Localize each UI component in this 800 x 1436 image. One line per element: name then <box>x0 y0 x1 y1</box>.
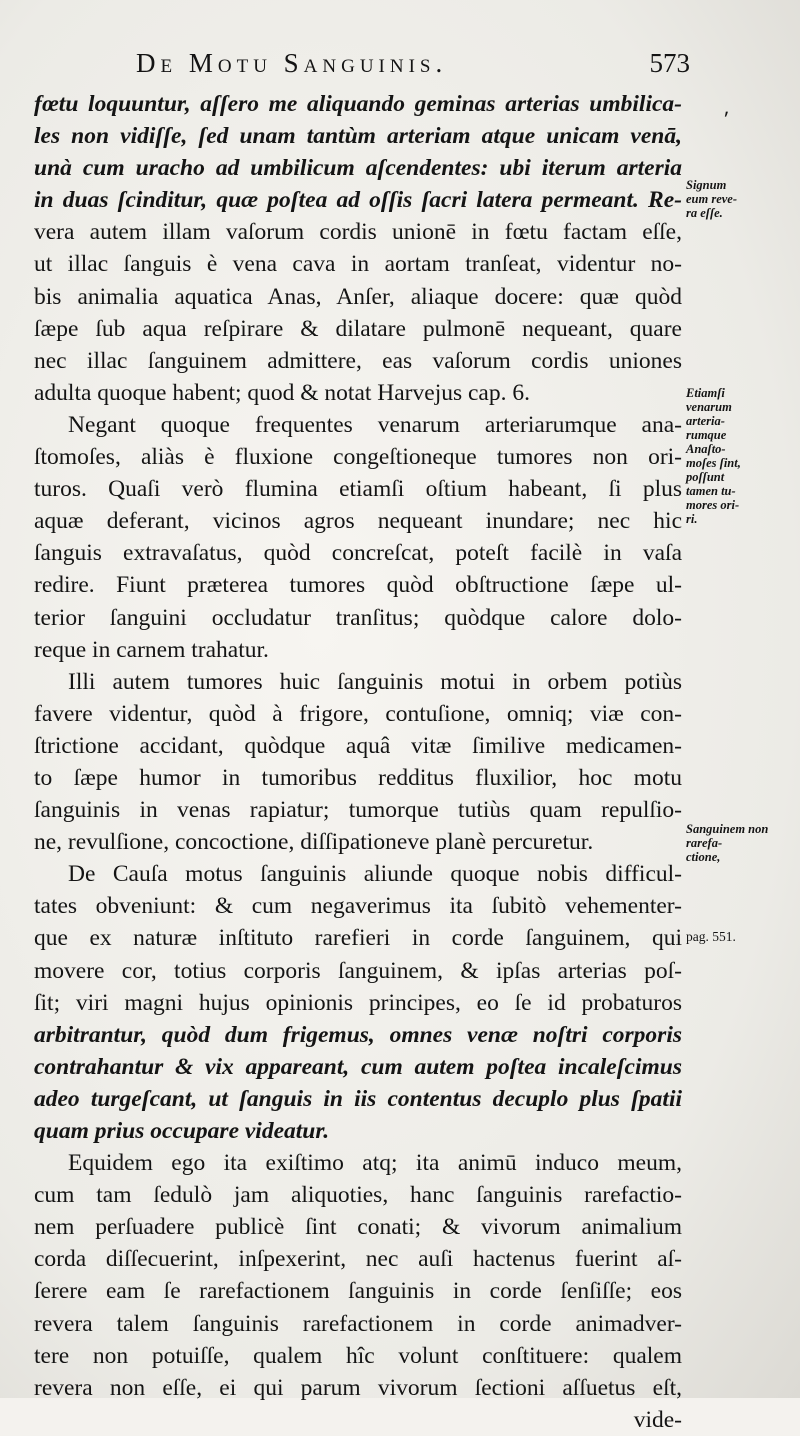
text-line: ſanguinis in venas rapiatur; tumorque tutiùs quam repulſio- <box>34 797 682 824</box>
page-number: 573 <box>649 48 690 78</box>
text-line: turos. Quaſi verò flumina etiamſi oſtium habeant, ſi plus <box>34 476 682 503</box>
text-line: ne, revulſione, concoctione, diſſipationeve planè percuretur. <box>34 829 594 856</box>
text-line: tates obveniunt: & cum negaverimus ita ſubitò vehementer- <box>34 893 682 920</box>
margin-note: Sanguinem non rarefa- ctione, <box>686 822 769 864</box>
text-line: Equidem ego ita exiſtimo atq; ita animū induco meum, <box>68 1150 682 1177</box>
text-line: ſæpe ſub aqua reſpirare & dilatare pulmonē nequeant, quare <box>34 315 682 342</box>
text-line: adulta quoque habent; quod & notat Harvejus cap. 6. <box>34 379 530 406</box>
text-line: movere cor, totius corporis ſanguinem, & ipſas arterias poſ- <box>34 957 682 984</box>
text-line: ut illac ſanguis è vena cava in aortam tranſeat, videntur no- <box>34 251 682 278</box>
text-line: ſit; viri magni hujus opinionis principes, eo ſe id probaturos <box>34 989 682 1016</box>
text-line: quam prius occupare videatur. <box>34 1118 330 1144</box>
text-line: tere non potuiſſe, qualem hîc volunt conſtituere: qualem <box>34 1342 682 1369</box>
text-line: redire. Fiunt præterea tumores quòd obſtructione ſæpe ul- <box>34 572 682 599</box>
text-line: cum tam ſedulò jam aliquoties, hanc ſanguinis rarefactio- <box>34 1182 682 1209</box>
text-line: ſtomoſes, aliàs è fluxione congeſtioneque tumores non ori- <box>34 444 682 471</box>
text-line: ſerere eam ſe rarefactionem ſanguinis in corde ſenſiſſe; eos <box>34 1278 682 1305</box>
text-line: corda diſſecuerint, inſpexerint, nec auſi hactenus fuerint aſ- <box>34 1246 682 1273</box>
text-line: aquæ deferant, vicinos agros nequeant inundare; nec hic <box>34 508 682 535</box>
margin-notes <box>686 0 800 1398</box>
text-line: fœtu loquuntur, aſſero me aliquando geminas arterias umbilica- <box>34 91 682 117</box>
margin-mark: ⸴ <box>724 100 730 122</box>
text-line: unà cum uracho ad umbilicum aſcendentes: ubi iterum arteria <box>34 155 682 182</box>
text-line: Illi autem tumores huic ſanguinis motui in orbem potiùs <box>68 668 682 695</box>
text-line: que ex naturæ inſtituto rarefieri in corde ſanguinem, qui <box>34 925 682 952</box>
page-header <box>130 48 690 84</box>
text-line: contrahantur & vix appareant, cum autem poſtea incaleſcimus <box>34 1053 682 1080</box>
text-line: ſtrictione accidant, quòdque aquâ vitæ ſimilive medicamen- <box>34 732 682 759</box>
margin-note: Signum eum reve- ra eſſe. <box>686 178 738 220</box>
catchword: vide- <box>633 1406 682 1433</box>
text-line: arbitrantur, quòd dum frigemus, omnes venæ noſtri corporis <box>34 1021 682 1048</box>
text-line: ſanguis extravaſatus, quòd concreſcat, poteſt facilè in vaſa <box>34 540 682 567</box>
text-line: in duas ſcinditur, quæ poſtea ad oſſis ſacri latera permeant. Re- <box>34 187 682 214</box>
text-line: De Cauſa motus ſanguinis aliunde quoque nobis difficul- <box>68 861 682 888</box>
text-line: Negant quoque frequentes venarum arteriarumque ana- <box>68 411 682 438</box>
text-line: bis animalia aquatica Anas, Anſer, aliaque docere: quæ quòd <box>34 283 682 310</box>
text-line: nec illac ſanguinem admittere, eas vaſorum cordis uniones <box>34 347 682 374</box>
text-line: adeo turgeſcant, ut ſanguis in iis contentus decuplo plus ſpatii <box>34 1085 682 1112</box>
text-line: favere videntur, quòd à frigore, contuſione, omniq; viæ con- <box>34 700 682 727</box>
text-line: les non vidiſſe, ſed unam tantùm arteriam atque unicam venā, <box>34 123 682 150</box>
text-line: revera talem ſanguinis rarefactionem in corde animadver- <box>34 1310 682 1337</box>
text-line: nem perſuadere publicè ſint conati; & vivorum animalium <box>34 1214 682 1241</box>
text-line: to ſæpe humor in tumoribus redditus fluxilior, hoc motu <box>34 764 682 791</box>
running-title: De Motu Sanguinis. <box>136 48 448 78</box>
text-line: terior ſanguini occludatur tranſitus; quòdque calore dolo- <box>34 604 682 631</box>
margin-note: pag. 551. <box>686 929 736 944</box>
text-line: reque in carnem trahatur. <box>34 636 269 663</box>
body-text <box>34 88 682 1436</box>
text-line: revera non eſſe, ei qui parum vivorum ſectioni aſſuetus eſt, <box>34 1374 682 1401</box>
text-line: vera autem illam vaſorum cordis unionē in fœtu factam eſſe, <box>34 219 682 246</box>
margin-note: Etiamſi venarum arteria- rumque Anaſto- moſes ſint, poſſunt tamen tu- mores ori- ri. <box>686 386 741 526</box>
